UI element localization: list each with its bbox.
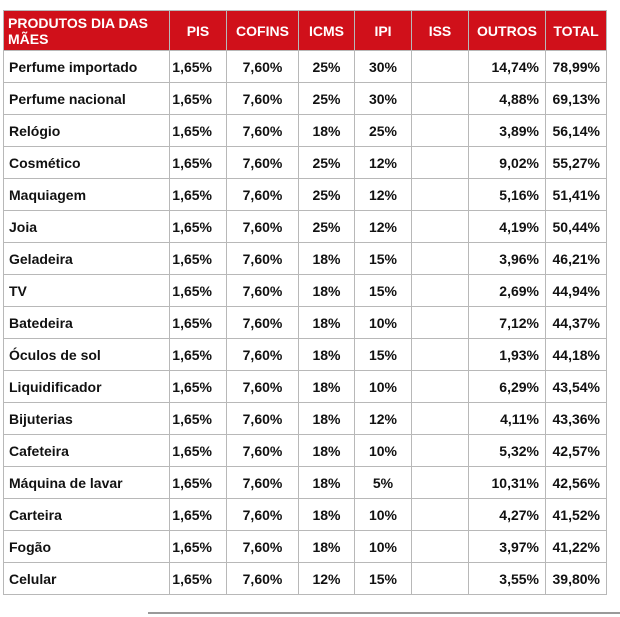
cell-iss	[412, 563, 469, 595]
cell-icms: 18%	[299, 371, 355, 403]
table-row	[4, 115, 607, 147]
cell-cofins: 7,60%	[227, 499, 299, 531]
cell-cofins: 7,60%	[227, 83, 299, 115]
cell-outros: 14,74%	[469, 51, 546, 83]
cell-outros: 3,89%	[469, 115, 546, 147]
cell-product: Geladeira	[4, 243, 170, 275]
cell-pis: 1,65%	[170, 115, 227, 147]
cell-icms: 25%	[299, 211, 355, 243]
cell-product: Perfume nacional	[4, 83, 170, 115]
cell-product: Óculos de sol	[4, 339, 170, 371]
table-row	[4, 275, 607, 307]
cell-ipi: 10%	[355, 371, 412, 403]
cell-iss	[412, 211, 469, 243]
table-row	[4, 179, 607, 211]
cell-iss	[412, 179, 469, 211]
cell-product: Relógio	[4, 115, 170, 147]
cell-total: 50,44%	[546, 211, 607, 243]
table-row	[4, 307, 607, 339]
cell-product: Perfume importado	[4, 51, 170, 83]
cell-total: 56,14%	[546, 115, 607, 147]
cell-icms: 18%	[299, 275, 355, 307]
cell-icms: 25%	[299, 179, 355, 211]
cell-outros: 10,31%	[469, 467, 546, 499]
cell-icms: 18%	[299, 339, 355, 371]
cell-total: 43,36%	[546, 403, 607, 435]
cell-pis: 1,65%	[170, 467, 227, 499]
cell-iss	[412, 403, 469, 435]
cell-pis: 1,65%	[170, 403, 227, 435]
table-body	[4, 51, 607, 595]
cell-cofins: 7,60%	[227, 147, 299, 179]
cell-ipi: 25%	[355, 115, 412, 147]
cell-cofins: 7,60%	[227, 563, 299, 595]
cell-iss	[412, 307, 469, 339]
table-row	[4, 51, 607, 83]
table-row	[4, 211, 607, 243]
cell-iss	[412, 499, 469, 531]
cell-total: 41,22%	[546, 531, 607, 563]
cell-iss	[412, 467, 469, 499]
cell-ipi: 12%	[355, 179, 412, 211]
cell-total: 51,41%	[546, 179, 607, 211]
cell-iss	[412, 435, 469, 467]
table-row	[4, 243, 607, 275]
cell-pis: 1,65%	[170, 435, 227, 467]
cell-pis: 1,65%	[170, 83, 227, 115]
cell-product: Joia	[4, 211, 170, 243]
cell-ipi: 5%	[355, 467, 412, 499]
header-icms: ICMS	[299, 11, 355, 51]
cell-product: Maquiagem	[4, 179, 170, 211]
cell-product: Cosmético	[4, 147, 170, 179]
table-row	[4, 83, 607, 115]
cell-product: Celular	[4, 563, 170, 595]
cell-total: 46,21%	[546, 243, 607, 275]
table-row	[4, 339, 607, 371]
cell-cofins: 7,60%	[227, 307, 299, 339]
table-row	[4, 435, 607, 467]
cell-pis: 1,65%	[170, 211, 227, 243]
cell-pis: 1,65%	[170, 243, 227, 275]
cell-pis: 1,65%	[170, 531, 227, 563]
cell-icms: 12%	[299, 563, 355, 595]
cell-cofins: 7,60%	[227, 403, 299, 435]
cell-cofins: 7,60%	[227, 467, 299, 499]
cell-cofins: 7,60%	[227, 179, 299, 211]
cell-pis: 1,65%	[170, 51, 227, 83]
header-cofins: COFINS	[227, 11, 299, 51]
cell-outros: 9,02%	[469, 147, 546, 179]
cell-pis: 1,65%	[170, 179, 227, 211]
cell-pis: 1,65%	[170, 563, 227, 595]
cell-icms: 18%	[299, 307, 355, 339]
cell-outros: 6,29%	[469, 371, 546, 403]
cell-product: Carteira	[4, 499, 170, 531]
cell-pis: 1,65%	[170, 307, 227, 339]
cell-total: 44,18%	[546, 339, 607, 371]
cell-icms: 18%	[299, 435, 355, 467]
cell-ipi: 10%	[355, 499, 412, 531]
cell-product: Liquidificador	[4, 371, 170, 403]
cell-ipi: 15%	[355, 243, 412, 275]
cell-cofins: 7,60%	[227, 243, 299, 275]
cell-iss	[412, 115, 469, 147]
cell-product: Fogão	[4, 531, 170, 563]
cell-icms: 25%	[299, 147, 355, 179]
cell-cofins: 7,60%	[227, 371, 299, 403]
header-outros: OUTROS	[469, 11, 546, 51]
cell-icms: 18%	[299, 115, 355, 147]
cell-ipi: 15%	[355, 275, 412, 307]
tax-table	[3, 10, 607, 595]
cell-iss	[412, 339, 469, 371]
divider	[148, 612, 620, 614]
cell-icms: 18%	[299, 467, 355, 499]
cell-total: 43,54%	[546, 371, 607, 403]
cell-iss	[412, 243, 469, 275]
cell-total: 55,27%	[546, 147, 607, 179]
cell-outros: 2,69%	[469, 275, 546, 307]
cell-pis: 1,65%	[170, 147, 227, 179]
cell-cofins: 7,60%	[227, 531, 299, 563]
cell-product: Bijuterias	[4, 403, 170, 435]
header-iss: ISS	[412, 11, 469, 51]
header-products: PRODUTOS DIA DAS MÃES	[4, 11, 170, 51]
cell-ipi: 12%	[355, 403, 412, 435]
cell-icms: 25%	[299, 51, 355, 83]
cell-pis: 1,65%	[170, 499, 227, 531]
cell-total: 42,56%	[546, 467, 607, 499]
cell-cofins: 7,60%	[227, 211, 299, 243]
cell-outros: 5,16%	[469, 179, 546, 211]
cell-ipi: 12%	[355, 147, 412, 179]
table-row	[4, 499, 607, 531]
cell-ipi: 15%	[355, 339, 412, 371]
cell-cofins: 7,60%	[227, 115, 299, 147]
cell-total: 42,57%	[546, 435, 607, 467]
cell-ipi: 30%	[355, 51, 412, 83]
cell-outros: 3,97%	[469, 531, 546, 563]
cell-outros: 3,96%	[469, 243, 546, 275]
cell-icms: 18%	[299, 531, 355, 563]
cell-pis: 1,65%	[170, 371, 227, 403]
header-pis: PIS	[170, 11, 227, 51]
cell-outros: 4,19%	[469, 211, 546, 243]
cell-product: Cafeteira	[4, 435, 170, 467]
header-ipi: IPI	[355, 11, 412, 51]
cell-iss	[412, 51, 469, 83]
cell-ipi: 12%	[355, 211, 412, 243]
cell-cofins: 7,60%	[227, 275, 299, 307]
cell-iss	[412, 83, 469, 115]
table-row	[4, 403, 607, 435]
cell-total: 44,37%	[546, 307, 607, 339]
cell-icms: 18%	[299, 403, 355, 435]
cell-total: 41,52%	[546, 499, 607, 531]
cell-icms: 18%	[299, 499, 355, 531]
cell-total: 39,80%	[546, 563, 607, 595]
cell-iss	[412, 147, 469, 179]
table-row	[4, 147, 607, 179]
cell-ipi: 10%	[355, 435, 412, 467]
cell-outros: 4,88%	[469, 83, 546, 115]
cell-total: 78,99%	[546, 51, 607, 83]
cell-product: TV	[4, 275, 170, 307]
cell-outros: 7,12%	[469, 307, 546, 339]
cell-product: Máquina de lavar	[4, 467, 170, 499]
cell-pis: 1,65%	[170, 275, 227, 307]
table-row	[4, 371, 607, 403]
cell-outros: 4,27%	[469, 499, 546, 531]
cell-pis: 1,65%	[170, 339, 227, 371]
cell-outros: 4,11%	[469, 403, 546, 435]
cell-ipi: 10%	[355, 307, 412, 339]
cell-total: 44,94%	[546, 275, 607, 307]
cell-cofins: 7,60%	[227, 435, 299, 467]
cell-ipi: 30%	[355, 83, 412, 115]
cell-cofins: 7,60%	[227, 339, 299, 371]
cell-iss	[412, 371, 469, 403]
cell-iss	[412, 531, 469, 563]
table-row	[4, 467, 607, 499]
cell-outros: 5,32%	[469, 435, 546, 467]
cell-outros: 3,55%	[469, 563, 546, 595]
header-total: TOTAL	[546, 11, 607, 51]
cell-icms: 18%	[299, 243, 355, 275]
table-row	[4, 531, 607, 563]
cell-ipi: 10%	[355, 531, 412, 563]
header-row	[4, 11, 607, 51]
cell-ipi: 15%	[355, 563, 412, 595]
cell-outros: 1,93%	[469, 339, 546, 371]
cell-icms: 25%	[299, 83, 355, 115]
table-row	[4, 563, 607, 595]
cell-cofins: 7,60%	[227, 51, 299, 83]
cell-total: 69,13%	[546, 83, 607, 115]
cell-product: Batedeira	[4, 307, 170, 339]
cell-iss	[412, 275, 469, 307]
